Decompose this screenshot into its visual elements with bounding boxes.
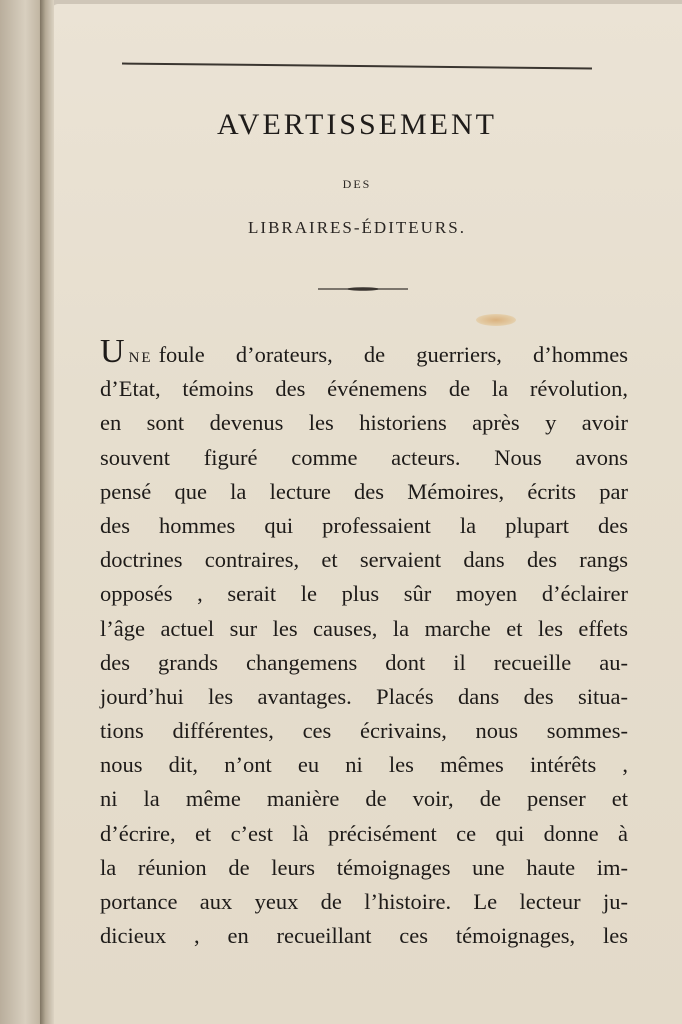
line-text: jourd’hui les avantages. Placés dans des situa- <box>100 683 628 709</box>
book-gutter <box>40 0 54 1024</box>
small-caps: NE <box>128 350 153 366</box>
page-title: AVERTISSEMENT <box>217 108 497 141</box>
text-line <box>100 372 628 406</box>
text-line <box>100 509 628 543</box>
line-text: dicieux , en recueillant ces témoignages, les <box>100 923 628 949</box>
text-line <box>100 646 628 680</box>
line-text: d’Etat, témoins des événemens de la révolution, <box>100 376 628 402</box>
text-line <box>100 406 628 440</box>
line-text: des hommes qui professaient la plupart des <box>100 512 628 538</box>
text-line <box>100 612 628 646</box>
text-line <box>100 441 628 475</box>
line-text: pensé que la lecture des Mémoires, écrits par <box>100 478 628 504</box>
page-subtitle: LIBRAIRES-ÉDITEURS. <box>248 218 466 237</box>
text-line <box>100 577 628 611</box>
text-line <box>100 919 628 953</box>
line-text: souvent figuré comme acteurs. Nous avons <box>100 444 628 470</box>
line-text: en sont devenus les historiens après y avoir <box>100 410 628 436</box>
line-text: foule d’orateurs, de guerriers, d’hommes <box>158 342 628 367</box>
line-text: d’écrire, et c’est là précisément ce qui donne à <box>100 820 628 846</box>
line-text: tions différentes, ces écrivains, nous sommes- <box>100 718 628 744</box>
book-page <box>52 4 682 1024</box>
body-text <box>100 333 628 953</box>
text-line <box>100 885 628 919</box>
text-line <box>100 817 628 851</box>
ornament-rule-icon <box>318 286 408 292</box>
line-text: des grands changemens dont il recueille au- <box>100 649 628 675</box>
text-line <box>100 543 628 577</box>
text-line <box>100 851 628 885</box>
line-text: portance aux yeux de l’histoire. Le lecteur ju- <box>100 889 628 914</box>
text-line <box>100 333 628 372</box>
text-line <box>100 475 628 509</box>
text-line <box>100 782 628 816</box>
line-text: l’âge actuel sur les causes, la marche et les effets <box>100 615 628 641</box>
line-text: nous dit, n’ont eu ni les mêmes intérêts , <box>100 752 628 778</box>
line-text: doctrines contraires, et servaient dans des rangs <box>100 547 628 573</box>
title-connector: DES <box>342 177 372 191</box>
line-text: opposés , serait le plus sûr moyen d’éclairer <box>100 581 628 607</box>
line-text: la réunion de leurs témoignages une haute im- <box>100 854 628 880</box>
drop-cap: U <box>100 333 125 370</box>
paper-stain <box>476 314 516 326</box>
text-line <box>100 680 628 714</box>
line-text: ni la même manière de voir, de penser et <box>100 786 628 812</box>
text-line <box>100 714 628 748</box>
header-rule <box>122 63 592 70</box>
text-line <box>100 748 628 782</box>
